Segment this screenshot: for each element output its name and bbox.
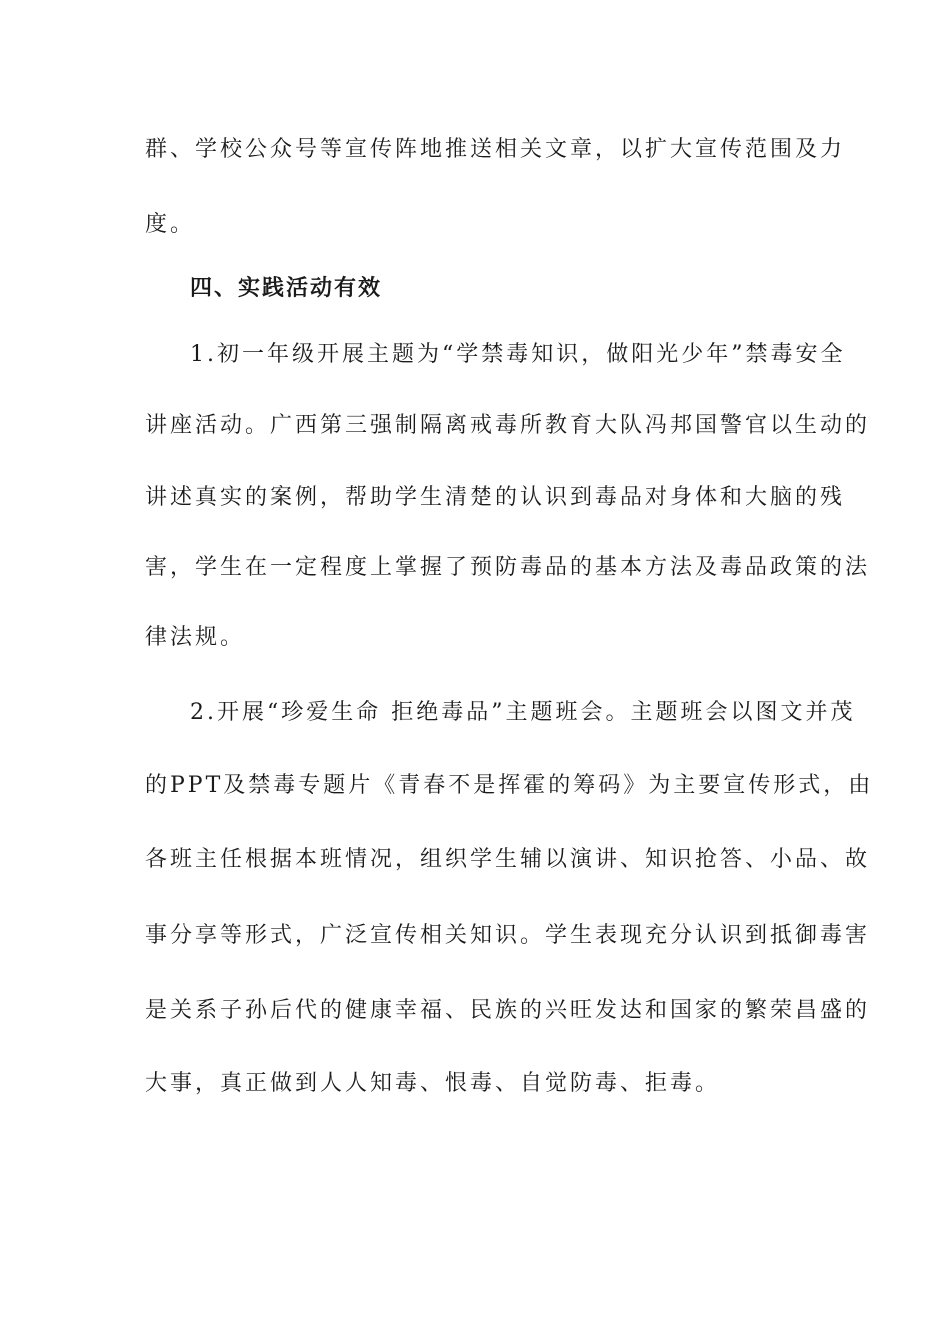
paragraph-line: 1.初一年级开展主题为“学禁毒知识，做阳光少年”禁毒安全 [190,342,846,367]
paragraph-line: 群、学校公众号等宣传阵地推送相关文章，以扩大宣传范围及力 [145,137,846,162]
section-heading: 四、实践活动有效 [190,276,383,301]
paragraph-line: 讲座活动。广西第三强制隔离戒毒所教育大队冯邦国警官以生动的 [145,413,871,438]
paragraph-line: 的PPT及禁毒专题片《青春不是挥霍的筹码》为主要宣传形式，由 [145,773,874,798]
paragraph-line: 害，学生在一定程度上掌握了预防毒品的基本方法及毒品政策的法 [145,555,871,580]
paragraph-line: 2.开展“珍爱生命 拒绝毒品”主题班会。主题班会以图文并茂 [190,700,856,725]
paragraph-line: 律法规。 [145,625,246,650]
paragraph-line: 各班主任根据本班情况，组织学生辅以演讲、知识抢答、小品、故 [145,847,871,872]
paragraph-line: 度。 [145,212,196,237]
paragraph-line: 讲述真实的案例，帮助学生清楚的认识到毒品对身体和大脑的残 [145,485,846,510]
paragraph-line: 是关系子孙后代的健康幸福、民族的兴旺发达和国家的繁荣昌盛的 [145,998,871,1023]
paragraph-line: 大事，真正做到人人知毒、恨毒、自觉防毒、拒毒。 [145,1071,721,1096]
paragraph-line: 事分享等形式，广泛宣传相关知识。学生表现充分认识到抵御毒害 [145,923,871,948]
